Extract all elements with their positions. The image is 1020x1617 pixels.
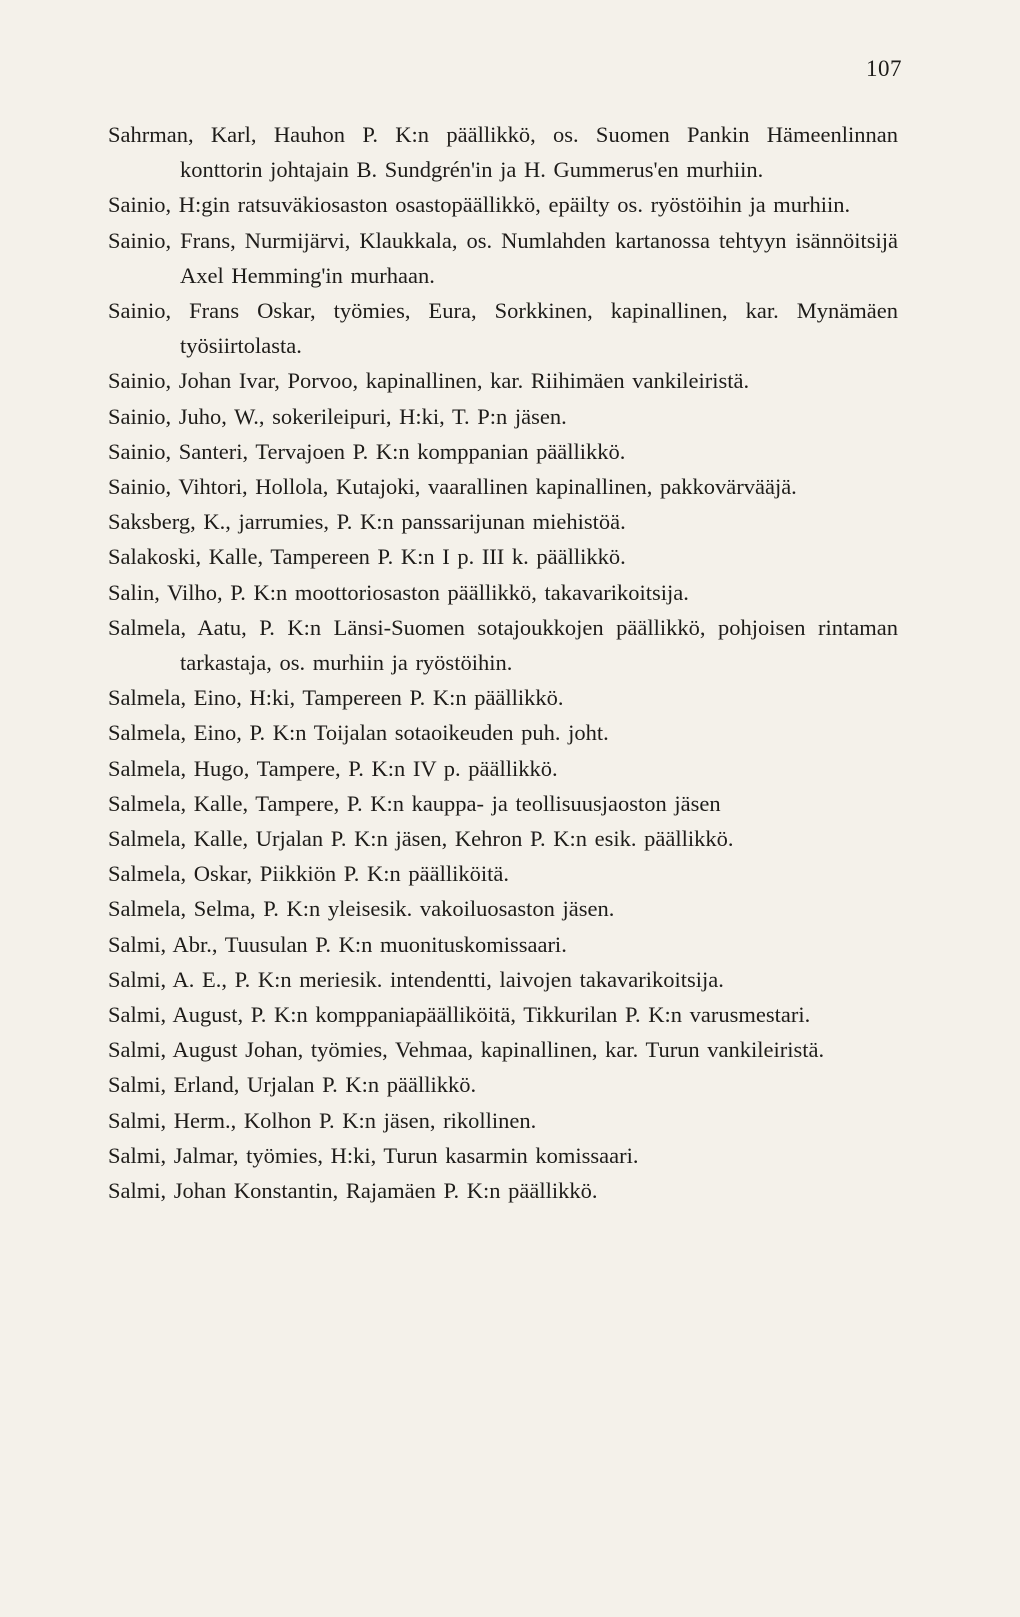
list-item: Salmi, Herm., Kolhon P. K:n jäsen, rikollinen. — [108, 1107, 537, 1133]
list-item: Salmi, August, P. K:n komppaniapäälliköitä, Tikkurilan P. K:n varusmestari. — [108, 1002, 811, 1028]
list-item: Salmela, Hugo, Tampere, P. K:n IV p. päällikkö. — [108, 755, 558, 781]
list-item: Sainio, Johan Ivar, Porvoo, kapinallinen, kar. Riihimäen vankileiristä. — [108, 368, 750, 394]
list-item: Salmela, Eino, H:ki, Tampereen P. K:n päällikkö. — [108, 685, 564, 711]
page-number: 107 — [866, 56, 902, 81]
entry-list — [108, 117, 898, 1208]
list-item: Sainio, Vihtori, Hollola, Kutajoki, vaarallinen kapinallinen, pakkovärvääjä. — [108, 474, 797, 500]
list-item: Salmela, Eino, P. K:n Toijalan sotaoikeuden puh. joht. — [108, 720, 609, 746]
list-item: Salmi, August Johan, työmies, Vehmaa, kapinallinen, kar. Turun vankileiristä. — [108, 1037, 825, 1063]
list-item: Sainio, Santeri, Tervajoen P. K:n komppanian päällikkö. — [108, 438, 626, 464]
list-item: Salmi, Erland, Urjalan P. K:n päällikkö. — [108, 1072, 477, 1098]
list-item: Salmi, A. E., P. K:n meriesik. intendentti, laivojen takavarikoitsija. — [108, 966, 724, 992]
list-item: Sainio, Frans, Nurmijärvi, Klaukkala, os. Numlahden kartanossa tehtyyn isännöitsijä Axel Hemming'in murhaan. — [108, 227, 898, 288]
list-item: Sahrman, Karl, Hauhon P. K:n päällikkö, os. Suomen Pankin Hämeenlinnan konttorin johtajain B. Sundgrén'in ja H. Gummerus'en murhiin. — [108, 122, 898, 183]
list-item: Sainio, H:gin ratsuväkiosaston osastopäällikkö, epäilty os. ryöstöihin ja murhiin. — [108, 192, 851, 218]
list-item: Sainio, Frans Oskar, työmies, Eura, Sorkkinen, kapinallinen, kar. Mynämäen työsiirtolasta. — [108, 298, 898, 359]
list-item: Salmela, Kalle, Urjalan P. K:n jäsen, Kehron P. K:n esik. päällikkö. — [108, 826, 734, 852]
list-item: Saksberg, K., jarrumies, P. K:n panssarijunan miehistöä. — [108, 509, 626, 535]
list-item: Salmela, Selma, P. K:n yleisesik. vakoiluosaston jäsen. — [108, 896, 615, 922]
list-item: Salmi, Abr., Tuusulan P. K:n muonituskomissaari. — [108, 931, 567, 957]
list-item: Salmi, Johan Konstantin, Rajamäen P. K:n päällikkö. — [108, 1178, 598, 1204]
list-item: Salmela, Aatu, P. K:n Länsi-Suomen sotajoukkojen päällikkö, pohjoisen rintaman tarkastaja, os. murhiin ja ryöstöihin. — [108, 614, 898, 676]
list-item: Salmi, Jalmar, työmies, H:ki, Turun kasarmin komissaari. — [108, 1142, 639, 1168]
list-item: Salmela, Kalle, Tampere, P. K:n kauppa- ja teollisuusjaoston jäsen — [108, 790, 721, 816]
list-item: Sainio, Juho, W., sokerileipuri, H:ki, T. P:n jäsen. — [108, 403, 567, 429]
list-item: Salin, Vilho, P. K:n moottoriosaston päällikkö, takavarikoitsija. — [108, 579, 689, 605]
list-item: Salakoski, Kalle, Tampereen P. K:n I p. III k. päällikkö. — [108, 544, 626, 570]
list-item: Salmela, Oskar, Piikkiön P. K:n päälliköitä. — [108, 861, 509, 887]
